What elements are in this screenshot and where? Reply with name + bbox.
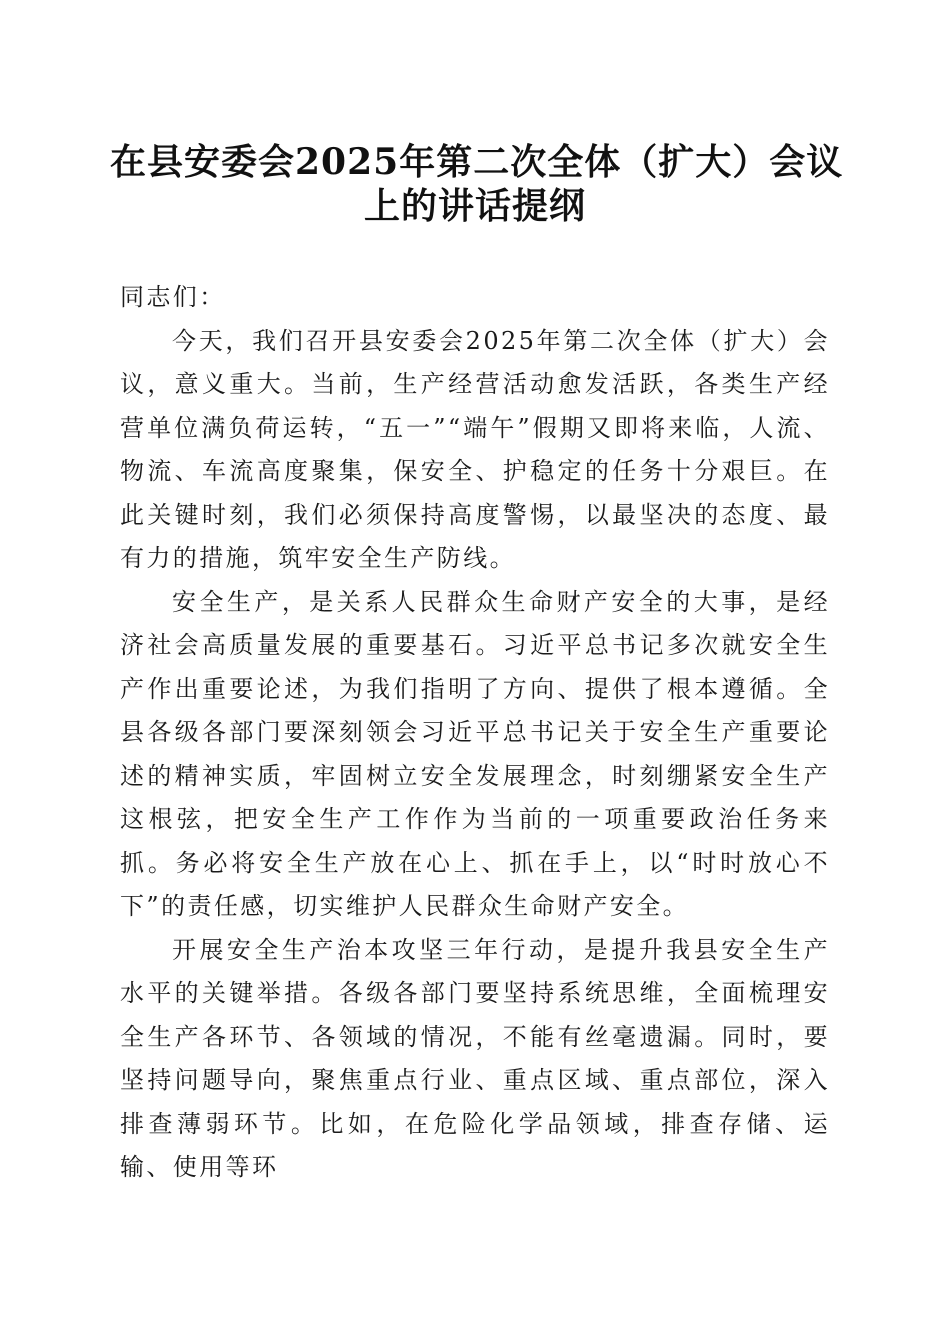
paragraph-1: 今天，我们召开县安委会2025年第二次全体（扩大）会议，意义重大。当前，生产经营活动愈发活跃，各类生产经营单位满负荷运转，“五一”“端午”假期又即将来临，人流、物流、车流高度聚集，保安全、护稳定的任务十分艰巨。在此关键时刻，我们必须保持高度警惕，以最坚决的态度、最有力的措施，筑牢安全生产防线。 xyxy=(120,326,830,572)
salutation: 同志们： xyxy=(120,283,226,311)
document-title-line-2: 上的讲话提纲 xyxy=(363,185,586,227)
paragraph-2: 安全生产，是关系人民群众生命财产安全的大事，是经济社会高质量发展的重要基石。习近平总书记多次就安全生产作出重要论述，为我们指明了方向、提供了根本遵循。全县各级各部门要深刻领会习近平总书记关于安全生产重要论述的精神实质，牢固树立安全发展理念，时刻绷紧安全生产这根弦，把安全生产工作作为当前的一项重要政治任务来抓。务必将安全生产放在心上、抓在手上，以“时时放心不下”的责任感，切实维护人民群众生命财产安全。 xyxy=(120,587,830,920)
document-title-line-1: 在县安委会2025年第二次全体（扩大）会议 xyxy=(110,141,844,183)
paragraph-3: 开展安全生产治本攻坚三年行动，是提升我县安全生产水平的关键举措。各级各部门要坚持系统思维，全面梳理安全生产各环节、各领域的情况，不能有丝毫遗漏。同时，要坚持问题导向，聚焦重点行业、重点区域、重点部位，深入排查薄弱环节。比如，在危险化学品领域，排查存储、运输、使用等环 xyxy=(120,935,830,1181)
document-body xyxy=(120,276,830,1190)
